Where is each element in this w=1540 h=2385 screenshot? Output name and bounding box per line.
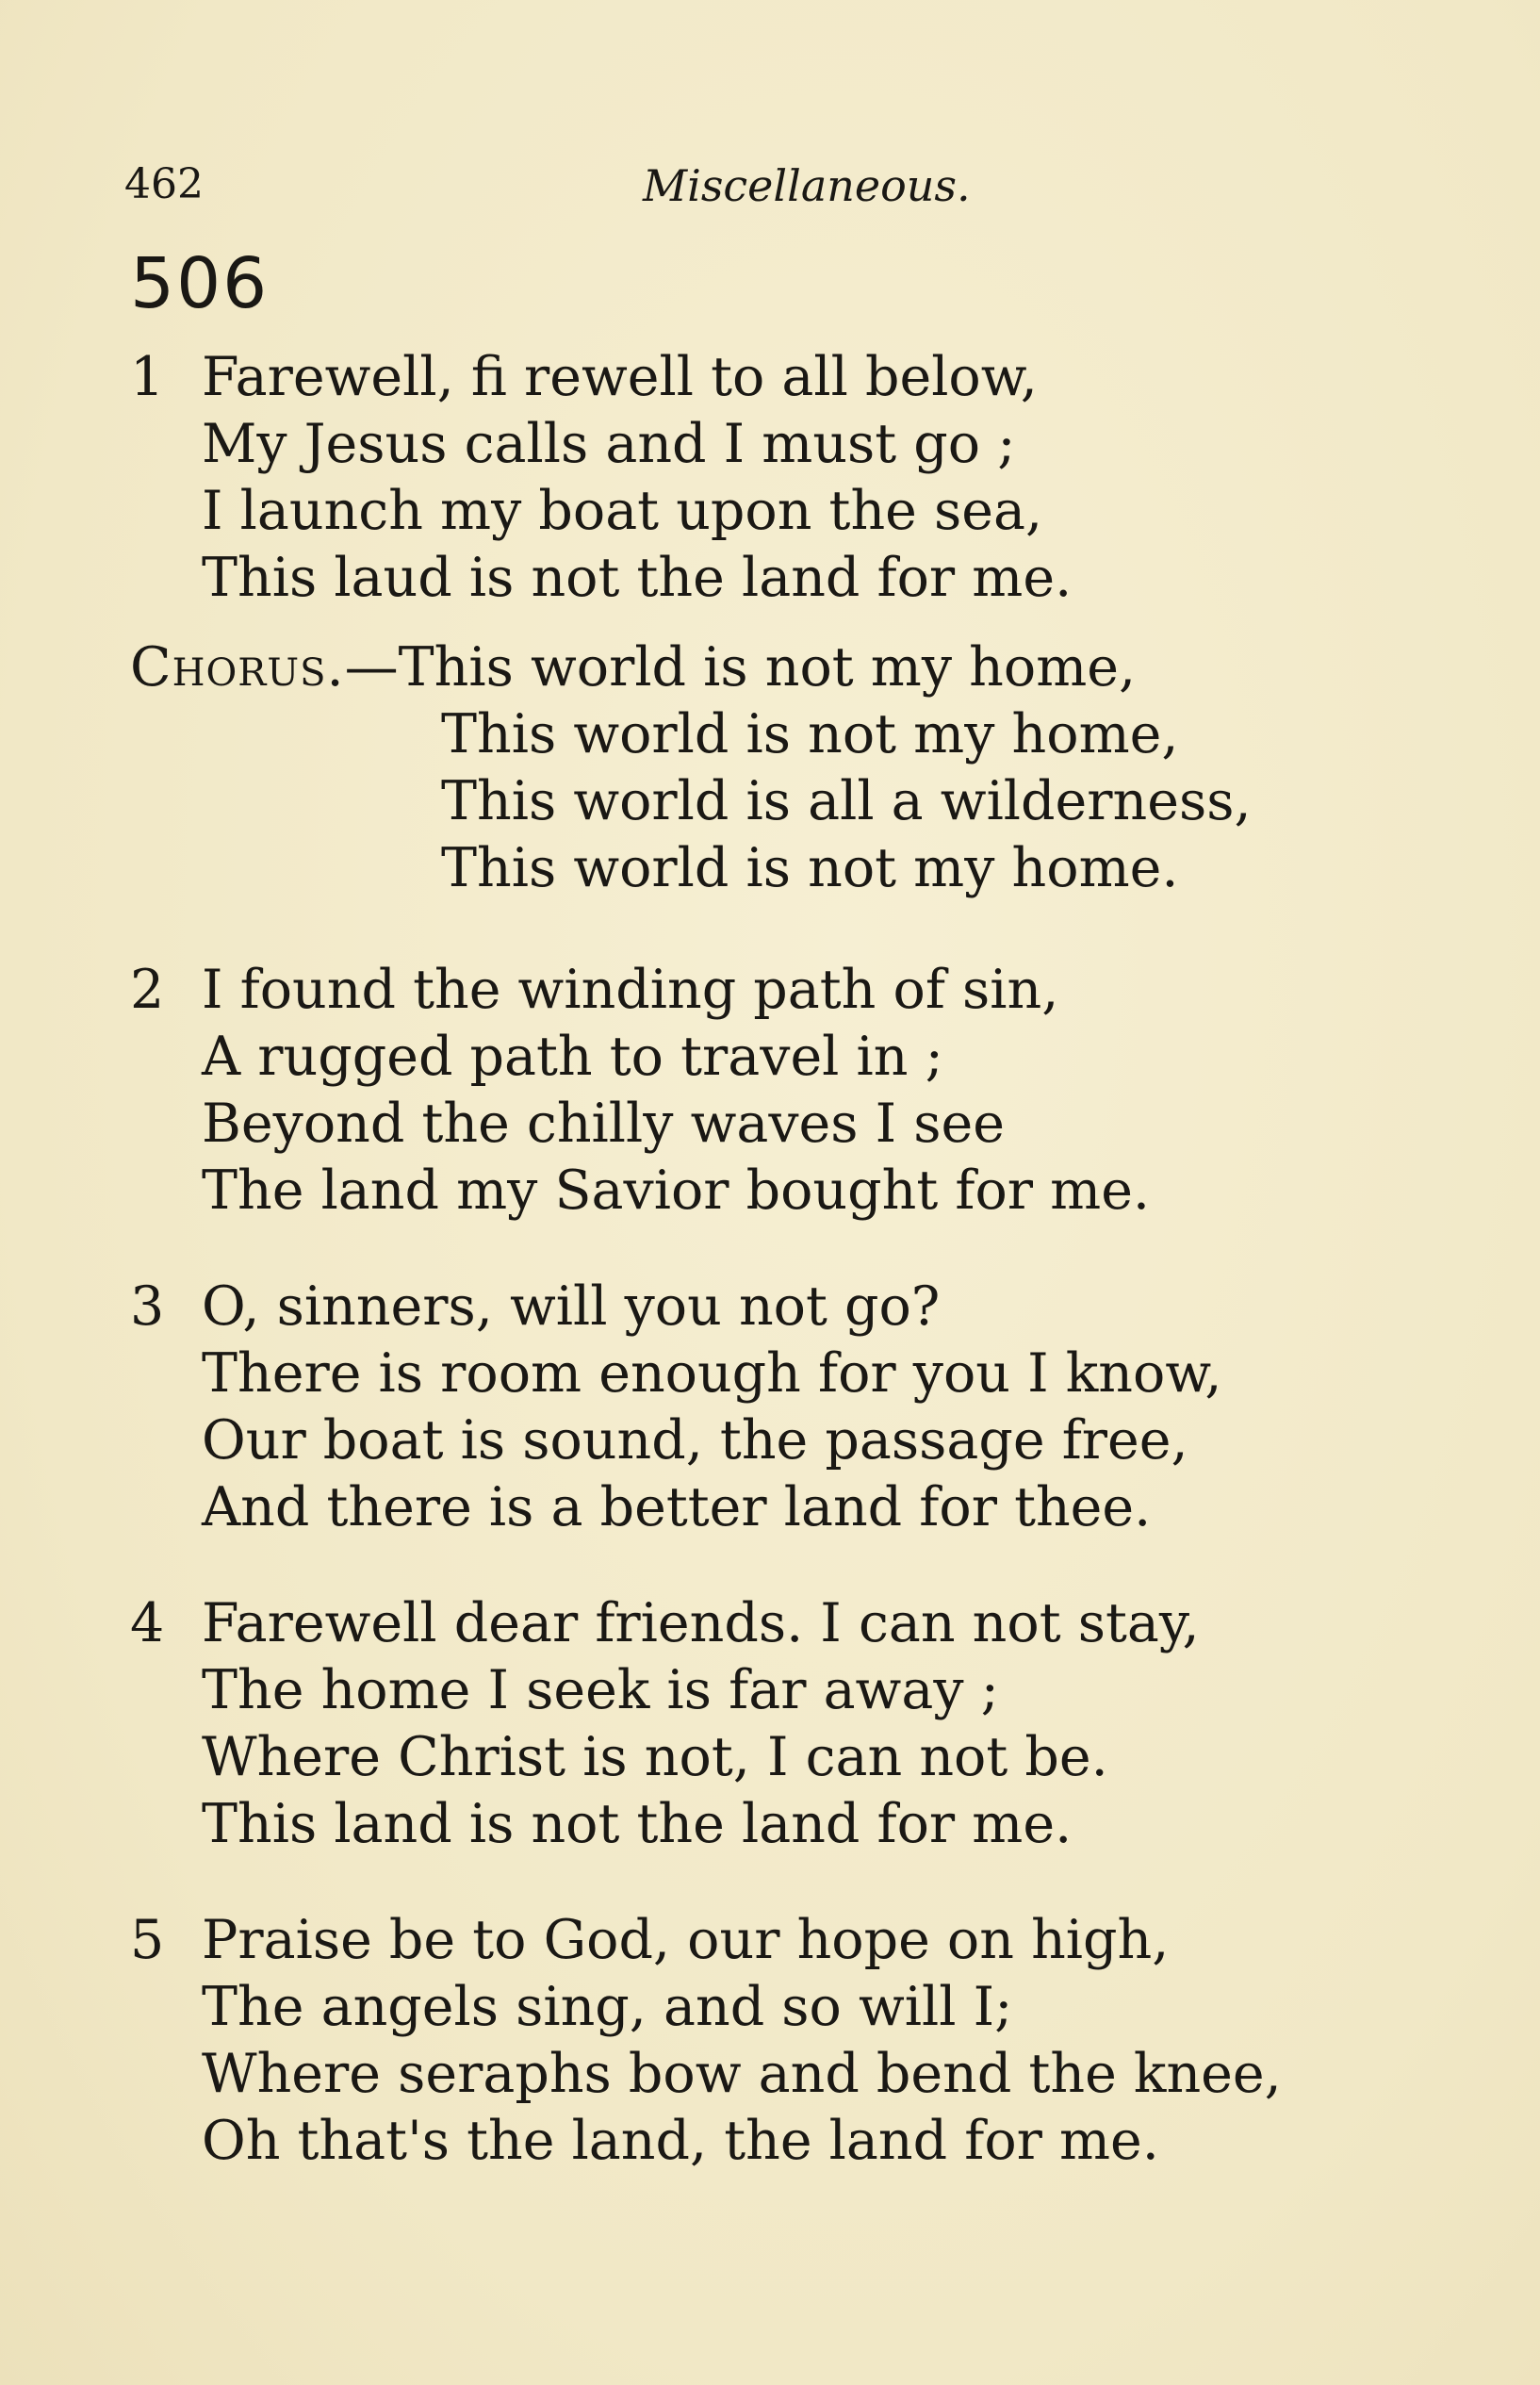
stanza-line: My Jesus calls and I must go ; [202,413,1016,475]
stanza-line: 5 Praise be to God, our hope on high, [130,1907,1450,1974]
stanza-line: The angels sing, and so will I; [202,1976,1013,2038]
stanza-line: Beyond the chilly waves I see [202,1093,1005,1155]
running-head: Miscellaneous. [643,160,971,211]
stanza-number: 4 [130,1592,165,1654]
stanza-line: The land my Savior bought for me. [202,1160,1151,1222]
chorus [130,634,1450,902]
stanza-line: Where Christ is not, I can not be. [202,1726,1108,1788]
stanza-line: This land is not the land for me. [202,1793,1073,1855]
page-header [124,160,1446,226]
chorus-line: This world is not my home. [441,837,1179,899]
stanza-line: A rugged path to travel in ; [202,1026,943,1088]
stanza-2 [130,957,1450,1225]
stanza-line: And there is a better land for thee. [202,1476,1152,1538]
chorus-line: This world is not my home, [441,703,1179,765]
stanza-4 [130,1590,1450,1858]
stanza-line: I launch my boat upon the sea, [202,480,1043,542]
page-number: 462 [124,160,204,208]
stanza-line: 3 O, sinners, will you not go? [130,1274,1450,1341]
stanza-line: The home I seek is far away ; [202,1659,999,1721]
stanza-line: Our boat is sound, the passage free, [202,1409,1188,1472]
stanza-line: Where seraphs bow and bend the knee, [202,2043,1282,2105]
stanza-number: 1 [130,346,165,408]
stanza-number: 5 [130,1909,165,1971]
stanza-3 [130,1274,1450,1541]
stanza-5 [130,1907,1450,2175]
stanza-line: Oh that's the land, the land for me. [202,2110,1159,2172]
stanza-number: 3 [130,1275,165,1338]
stanza-line: There is room enough for you I know, [202,1342,1222,1405]
stanza-line: 4 Farewell dear friends. I can not stay, [130,1590,1450,1657]
chorus-line: This world is all a wilderness, [441,770,1252,832]
hymn-text [130,344,1450,2224]
chorus-line: Chorus.—This world is not my home, [130,636,1137,699]
stanza-line: 2 I found the winding path of sin, [130,957,1450,1024]
chorus-label: Chorus. [130,636,345,699]
stanza-1 [130,344,1450,612]
stanza-number: 2 [130,959,165,1021]
stanza-line: 1 Farewell, fi rewell to all below, [130,344,1450,411]
stanza-line: This laud is not the land for me. [202,547,1073,609]
hymn-number: 506 [130,243,270,324]
